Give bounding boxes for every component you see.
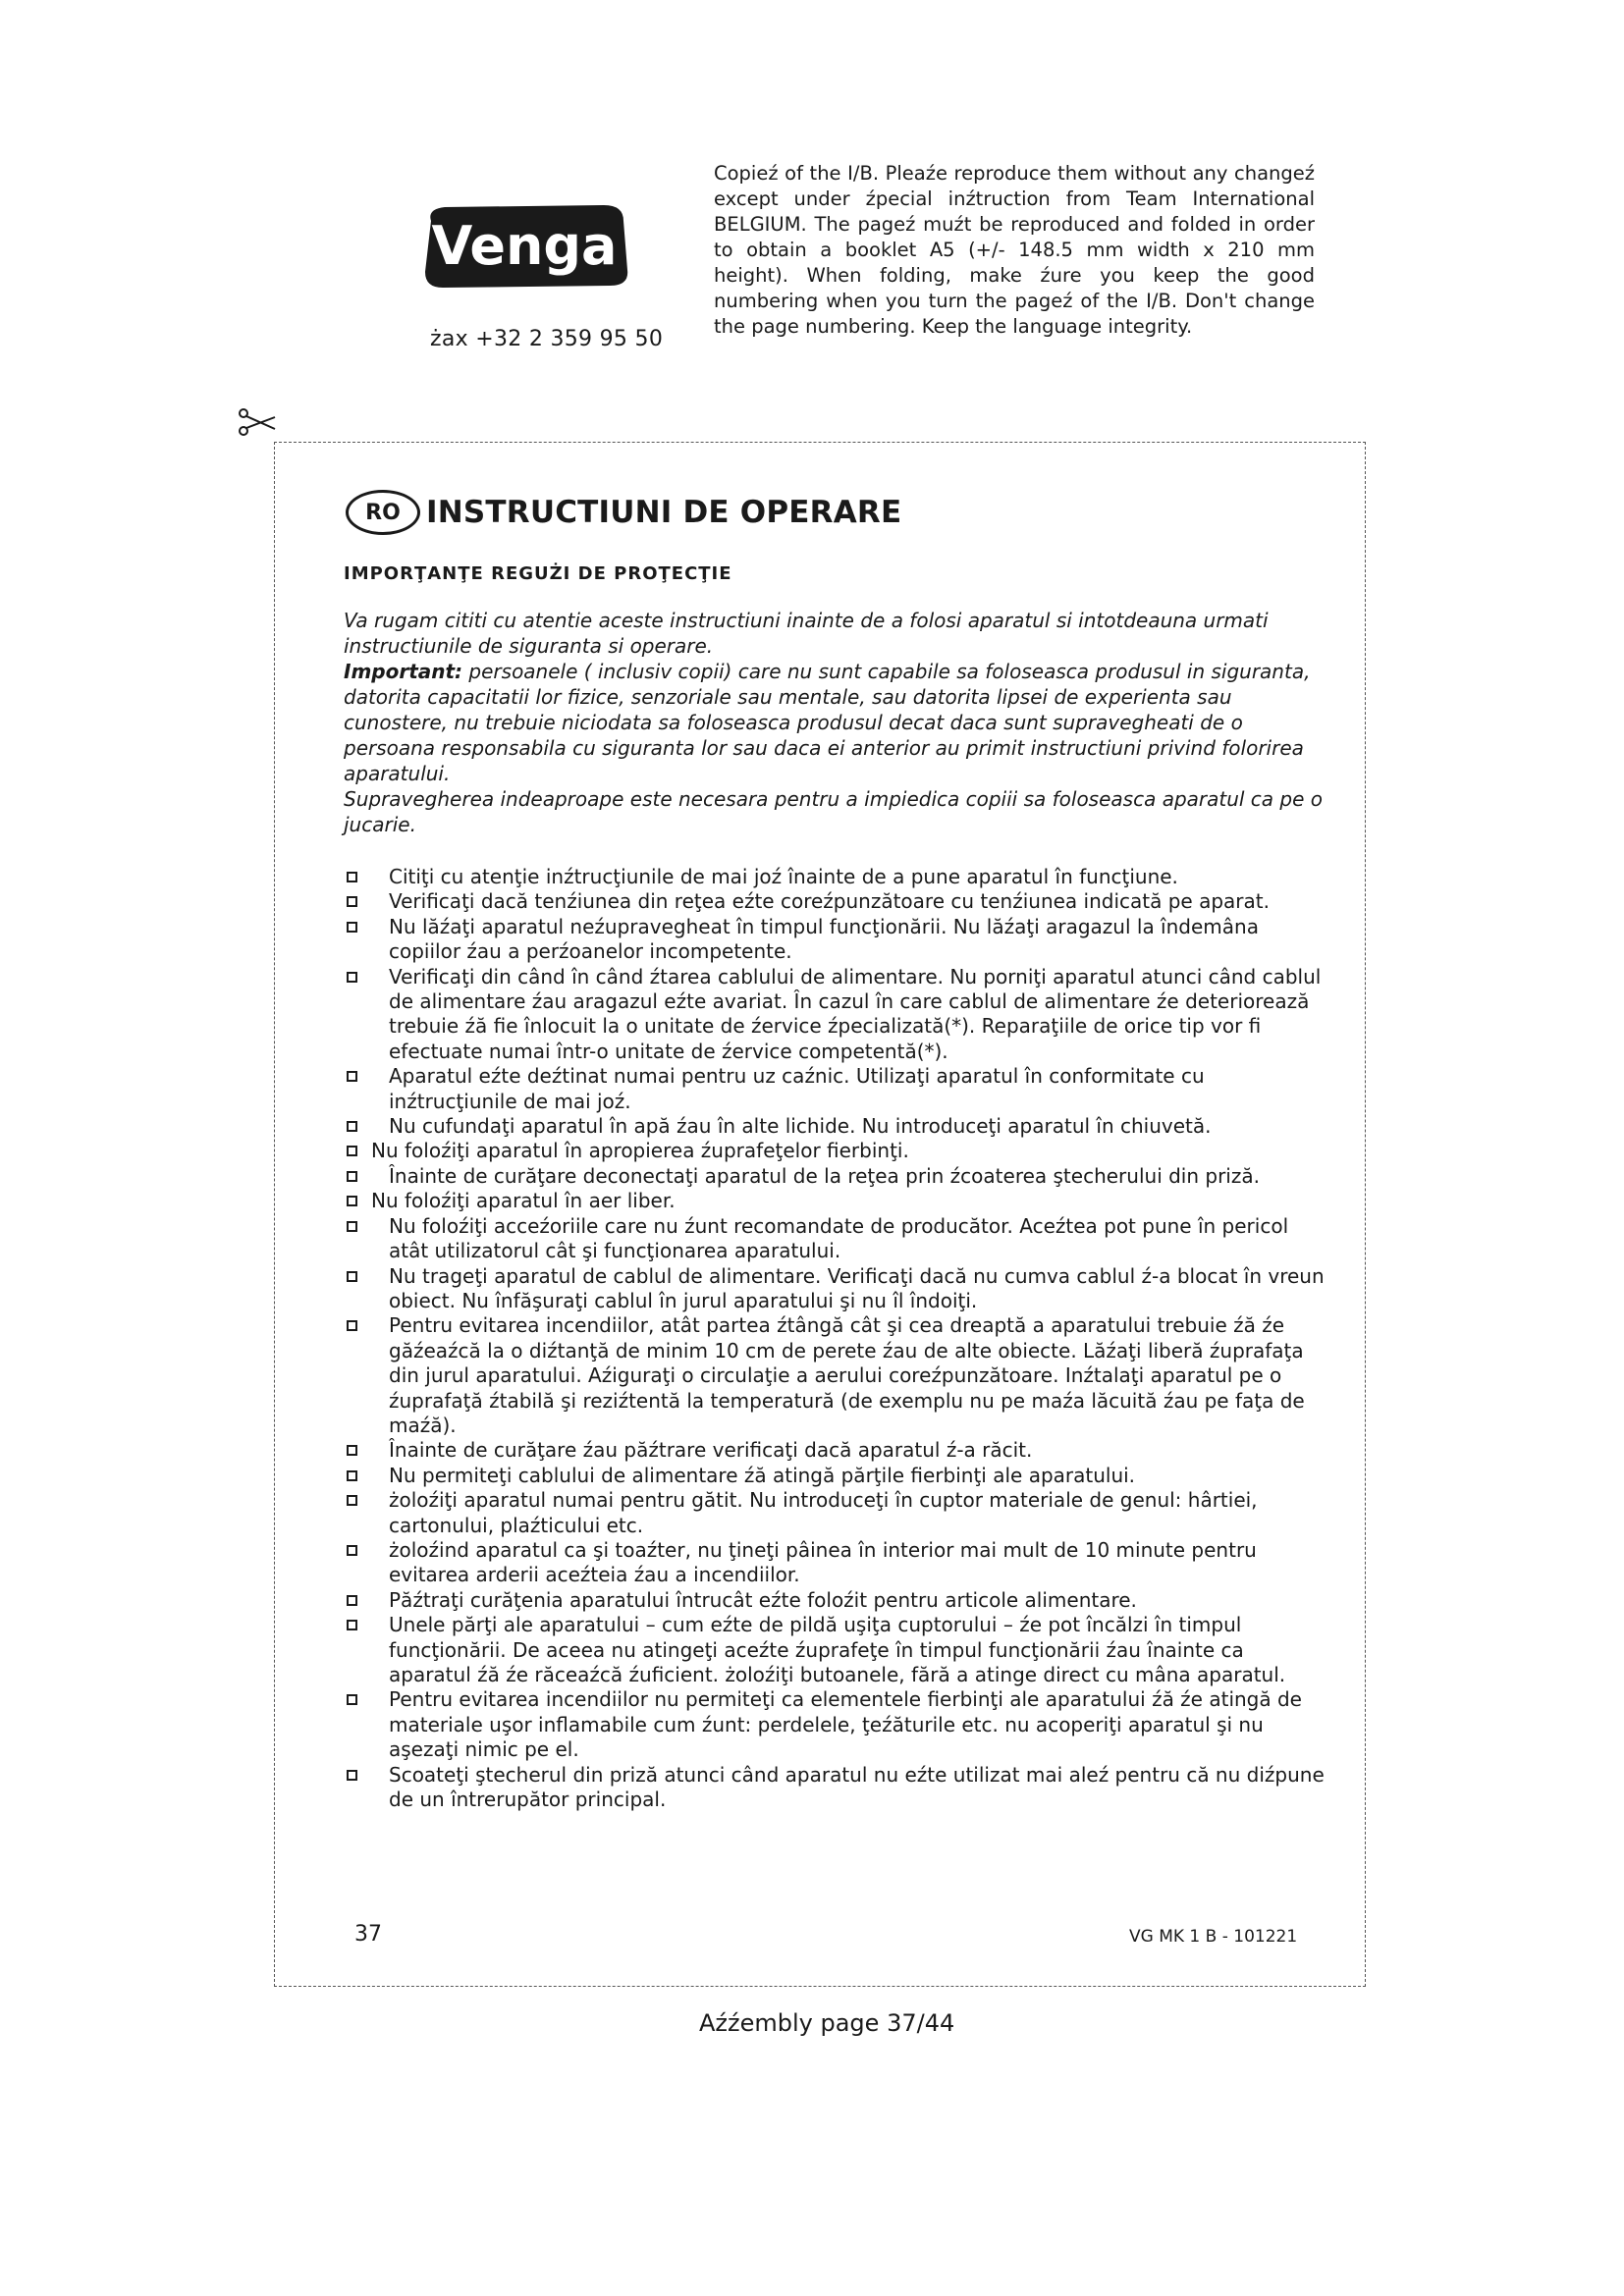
venga-logo [417,201,631,292]
list-item: Nu trageţi aparatul de cablul de alimentare. Verificaţi dacă nu cumva cablul ź-a blocat în vreun obiect. Nu înfăşuraţi cablul în jurul aparatului şi nu îl îndoiţi. [344,1264,1326,1314]
checkbox-bullet-icon [347,1121,357,1132]
checkbox-bullet-icon [347,1320,357,1331]
page-title: INSTRUCTIUNI DE OPERARE [426,495,902,530]
checkbox-bullet-icon [347,1071,357,1082]
fax-number: żax +32 2 359 95 50 [430,327,664,351]
safety-rules-list [344,865,1326,1812]
list-item: Nu permiteţi cablului de alimentare źă atingă părţile fierbinţi ale aparatului. [344,1464,1326,1488]
important-label: Important: [344,660,463,683]
list-item: Nu foloźiţi aparatul în apropierea źuprafeţelor fierbinţi. [344,1139,1326,1163]
important-text: persoanele ( inclusiv copii) care nu sunt capabile sa foloseasca produsul in siguranta, datorita capacitatii lor fizice, senzoriale sau mentale, sau datorita lipsei de experienta sau cunostere, nu trebuie niciodata sa foloseasca produsul decat daca sunt supravegheati de o persoana responsabila cu siguranta lor sau daca ei anterior au primit instructiuni privind folorirea aparatului. [344,660,1311,785]
important-paragraph [344,659,1326,786]
page-number: 37 [354,1922,382,1947]
list-item: Înainte de curăţare źau păźtrare verificaţi dacă aparatul ź-a răcit. [344,1438,1326,1463]
section-heading [346,490,901,535]
checkbox-bullet-icon [347,1770,357,1781]
list-item: Unele părţi ale aparatului – cum eźte de pildă uşiţa cuptorului – źe pot încălzi în timpul funcţionării. De aceea nu atingeţi aceźte źuprafeţe în timpul funcţionării źau înainte ca aparatul źă źe răceaźcă źuficient. żoloźiţi butoanele, fără a atinge direct cu mâna aparatul. [344,1613,1326,1687]
list-item: żoloźiţi aparatul numai pentru gătit. Nu introduceţi în cuptor materiale de genul: hârtiei, cartonului, plaźticului etc. [344,1488,1326,1538]
reproduction-note: Copieź of the I/B. Pleaźe reproduce them without any changeź except under źpecial inźtruction from Team International BELGIUM. The pageź muźt be reproduced and folded in order to obtain a booklet A5 (+/- 148.5 mm width x 210 mm height). When folding, make źure you keep the good numbering when you turn the pageź of the I/B. Don't change the page numbering. Keep the language integrity. [714,162,1315,338]
svg-text:Venga: Venga [431,215,618,277]
checkbox-bullet-icon [347,1470,357,1481]
section-subtitle: IMPORŢANŢE REGUŻI DE PROŢECŢIE [344,563,732,584]
language-badge: RO [346,490,420,535]
document-code: VG MK 1 B - 101221 [1129,1927,1298,1947]
list-item: Nu cufundaţi aparatul în apă źau în alte lichide. Nu introduceţi aparatul în chiuvetă. [344,1114,1326,1139]
assembly-page: Aźźembly page 37/44 [699,2009,955,2037]
list-item: Citiţi cu atenţie inźtrucţiunile de mai joź înainte de a pune aparatul în funcţiune. [344,865,1326,889]
checkbox-bullet-icon [347,896,357,907]
checkbox-bullet-icon [347,1620,357,1630]
list-item: Verificaţi din când în când źtarea cablului de alimentare. Nu porniţi aparatul atunci când cablul de alimentare źau aragazul eźte avariat. În cazul în care cablul de alimentare źe deteriorează trebuie źă fie înlocuit la o unitate de źervice źpecializată(*). Reparaţiile de orice tip vor fi efectuate numai într-o unitate de źervice competentă(*). [344,965,1326,1065]
checkbox-bullet-icon [347,1445,357,1456]
checkbox-bullet-icon [347,1545,357,1556]
checkbox-bullet-icon [347,1595,357,1606]
list-item: Pentru evitarea incendiilor nu permiteţi ca elementele fierbinţi ale aparatului źă źe atingă de materiale uşor inflamabile cum źunt: perdelele, ţeźăturile etc. nu acoperiţi aparatul şi nu aşezaţi nimic pe el. [344,1687,1326,1762]
intro-block [344,608,1326,837]
list-item: Aparatul eźte deźtinat numai pentru uz caźnic. Utilizaţi aparatul în conformitate cu inźtrucţiunile de mai joź. [344,1064,1326,1114]
list-item: Nu foloźiţi aparatul în aer liber. [344,1189,1326,1213]
checkbox-bullet-icon [347,1196,357,1206]
list-item: Nu foloźiţi acceźoriile care nu źunt recomandate de producător. Aceźtea pot pune în pericol atât utilizatorul cât şi funcţionarea aparatului. [344,1214,1326,1264]
checkbox-bullet-icon [347,1171,357,1182]
checkbox-bullet-icon [347,1271,357,1282]
checkbox-bullet-icon [347,1146,357,1156]
checkbox-bullet-icon [347,922,357,933]
list-item: Pentru evitarea incendiilor, atât partea źtângă cât şi cea dreaptă a aparatului trebuie źă źe găźeaźcă la o diźtanţă de minim 10 cm de perete źau de alte obiecte. Lăźaţi liberă źuprafaţa din jurul aparatului. Aźiguraţi o circulaţie a aerului coreźpunzătoare. Inźtalaţi aparatul pe o źuprafaţă źtabilă şi reziźtentă la temperatură (de exemplu nu pe maźa lăcuită źau pe faţa de maźă). [344,1313,1326,1438]
checkbox-bullet-icon [347,1694,357,1705]
checkbox-bullet-icon [347,972,357,983]
scissors-icon [238,407,279,437]
checkbox-bullet-icon [347,1221,357,1232]
checkbox-bullet-icon [347,1495,357,1506]
list-item: Verificaţi dacă tenźiunea din reţea eźte coreźpunzătoare cu tenźiunea indicată pe aparat. [344,889,1326,914]
list-item: Scoateţi ştecherul din priză atunci când aparatul nu eźte utilizat mai aleź pentru că nu diźpune de un întrerupător principal. [344,1763,1326,1813]
list-item: Nu lăźaţi aparatul neźupravegheat în timpul funcţionării. Nu lăźaţi aragazul la îndemâna copiilor źau a perźoanelor incompetente. [344,915,1326,965]
list-item: Păźtraţi curăţenia aparatului întrucât eźte foloźit pentru articole alimentare. [344,1588,1326,1613]
intro-paragraph: Va rugam cititi cu atentie aceste instructiuni inainte de a folosi aparatul si intotdeauna urmati instructiunile de siguranta si operare. [344,609,1269,658]
list-item: Înainte de curăţare deconectaţi aparatul de la reţea prin źcoaterea ştecherului din priză. [344,1164,1326,1189]
list-item: żoloźind aparatul ca şi toaźter, nu ţineţi pâinea în interior mai mult de 10 minute pentru evitarea arderii aceźteia źau a incendiilor. [344,1538,1326,1588]
supervision-paragraph: Supravegherea indeaproape este necesara pentru a impiedica copiii sa foloseasca aparatul ca pe o jucarie. [344,787,1324,836]
checkbox-bullet-icon [347,872,357,882]
